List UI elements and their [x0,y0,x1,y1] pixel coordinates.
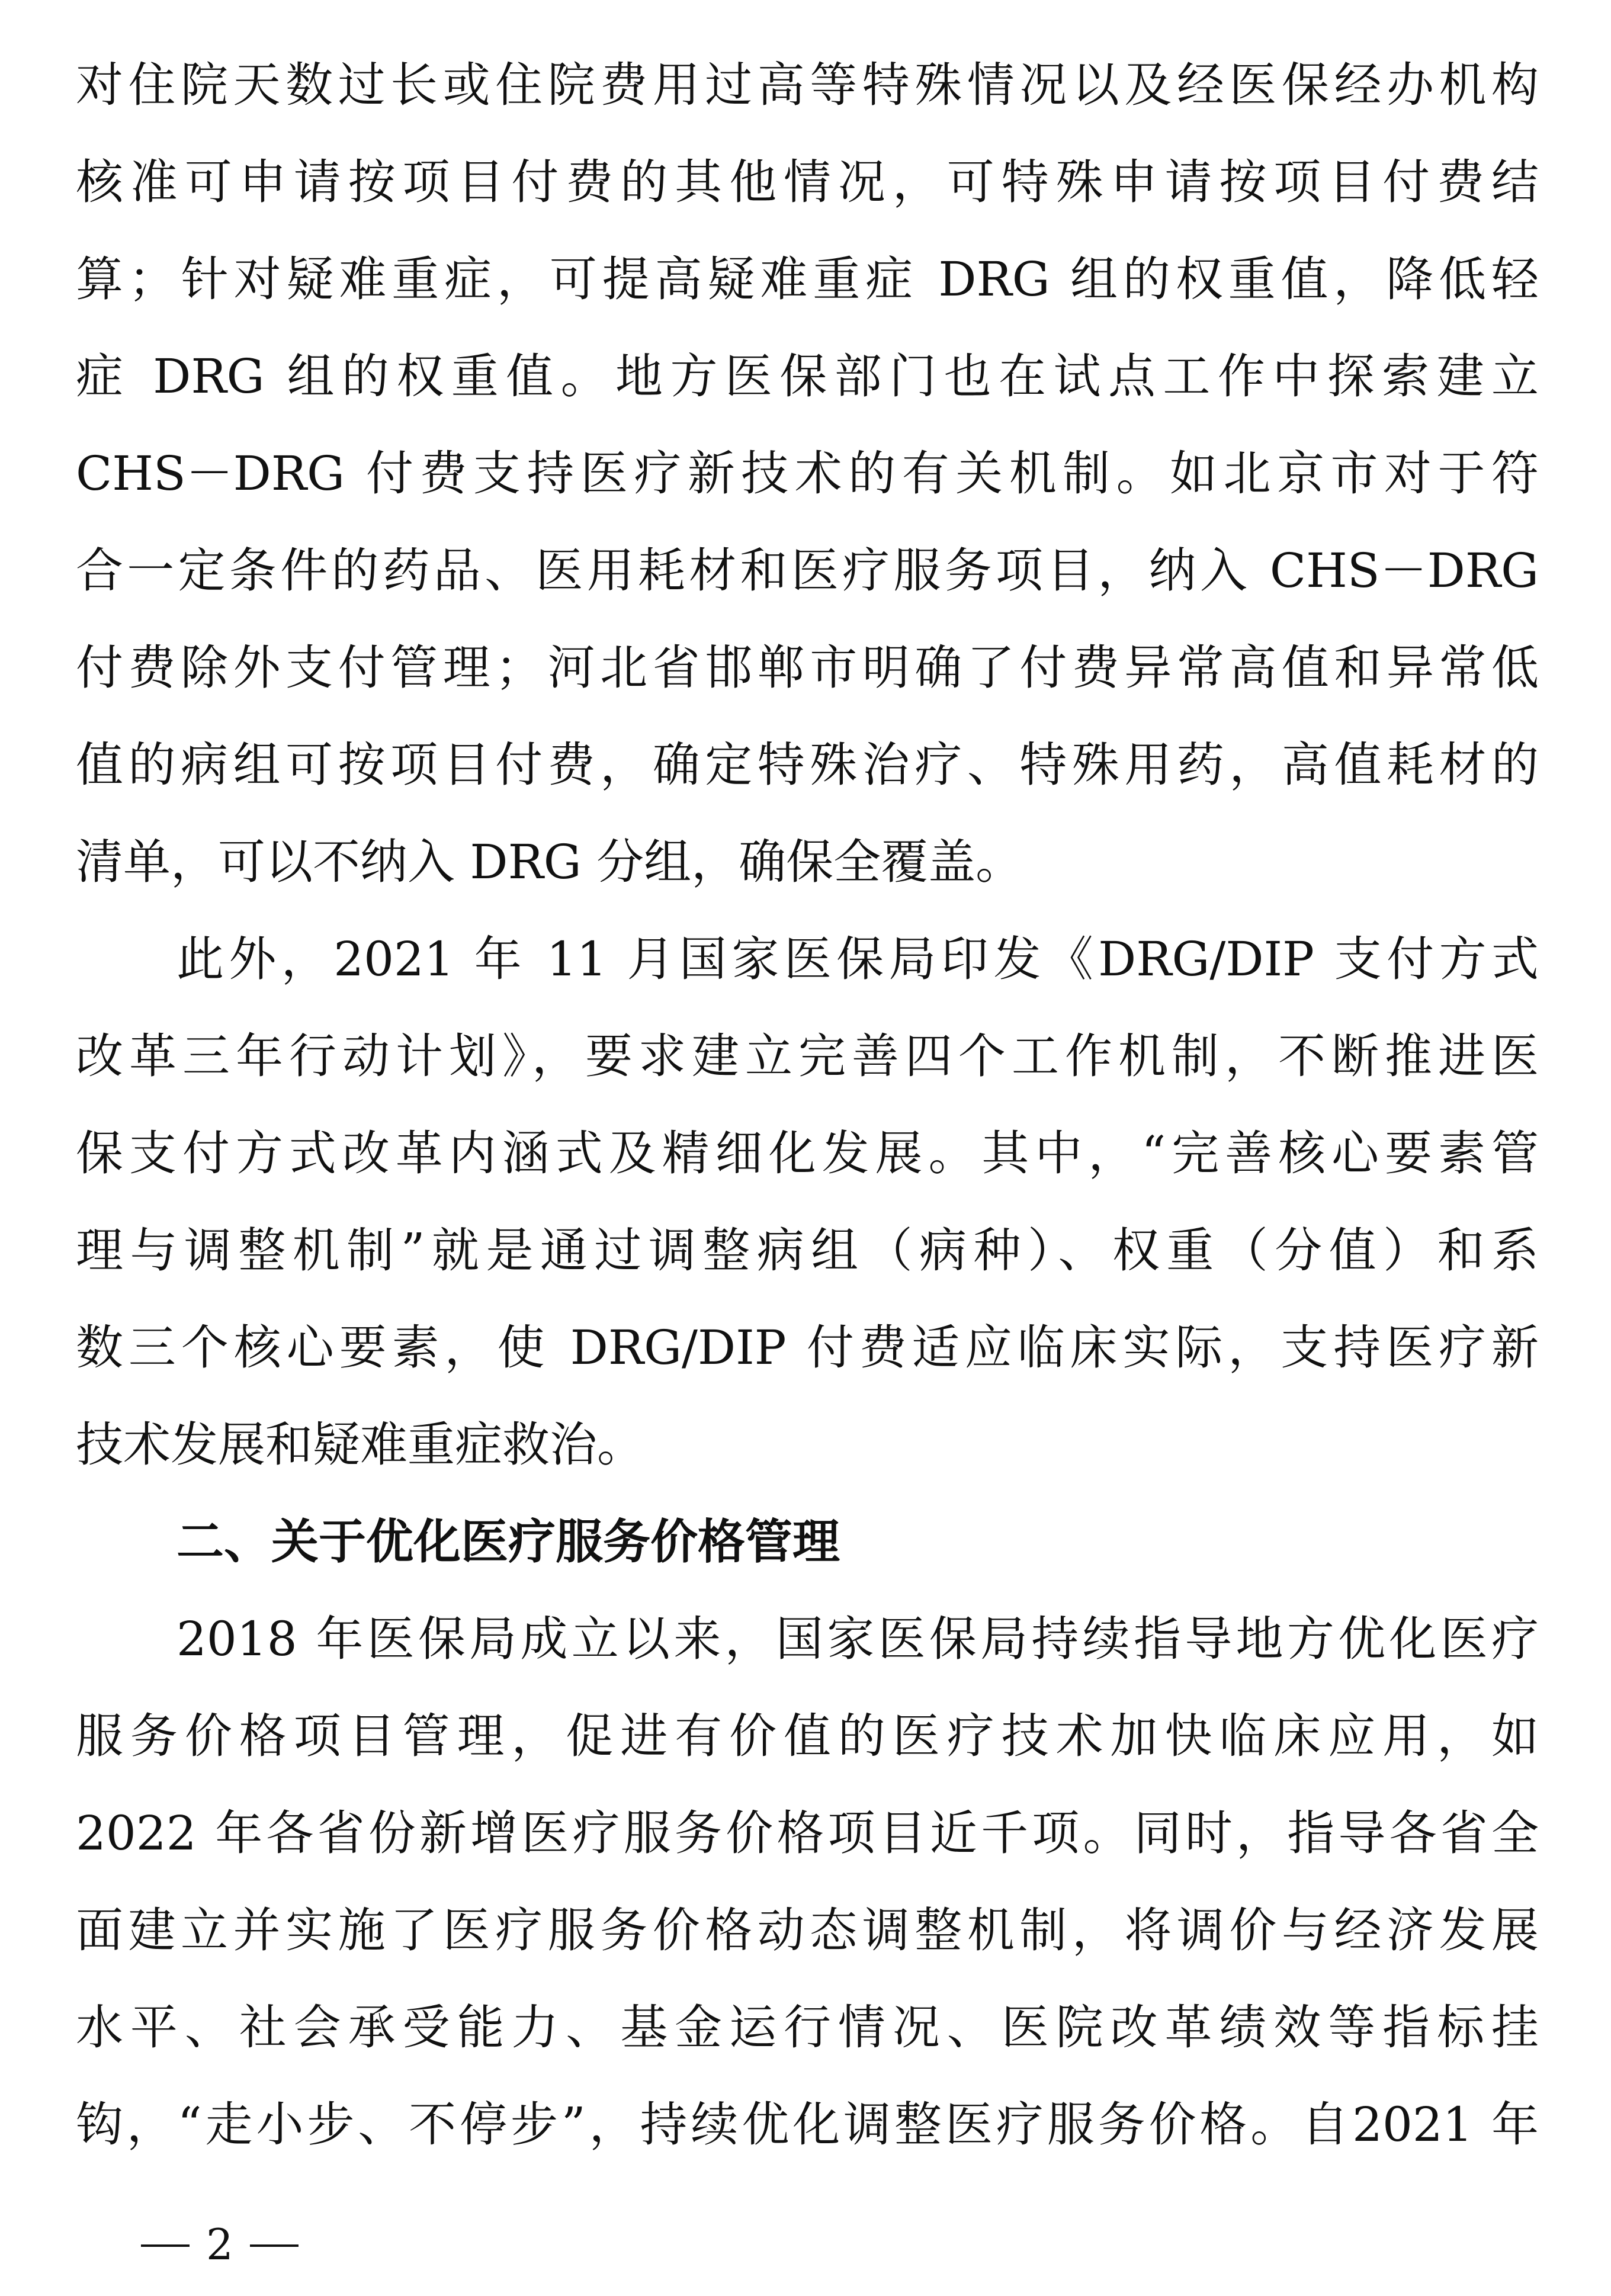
paragraph-3-line-1: 2018 年医保局成立以来，国家医保局持续指导地方优化医疗 [176,1611,1539,1666]
document-body [76,37,1539,2173]
paragraph-3-line-3: 2022 年各省份新增医疗服务价格项目近千项。同时，指导各省全 [76,1806,1539,1861]
paragraph-3-line-5: 水平、社会承受能力、基金运行情况、医院改革绩效等指标挂 [76,2000,1539,2055]
footer-dash-left [141,2244,190,2247]
paragraph-1-line-7: 付费除外支付管理；河北省邯郸市明确了付费异常高值和异常低 [76,640,1539,695]
paragraph-2-line-3: 保支付方式改革内涵式及精细化发展。其中，“完善核心要素管 [76,1126,1539,1181]
paragraph-3-line-2: 服务价格项目管理，促进有价值的医疗技术加快临床应用，如 [76,1709,1539,1764]
paragraph-1-line-2: 核准可申请按项目付费的其他情况，可特殊申请按项目付费结 [76,155,1539,210]
paragraph-1-line-6: 合一定条件的药品、医用耗材和医疗服务项目，纳入 CHS－DRG [76,543,1539,598]
paragraph-1-line-3: 算；针对疑难重症，可提高疑难重症 DRG 组的权重值，降低轻 [76,252,1539,307]
paragraph-2-line-6: 技术发展和疑难重症救治。 [76,1417,644,1472]
paragraph-2-line-2: 改革三年行动计划》，要求建立完善四个工作机制，不断推进医 [76,1029,1539,1084]
page-number: 2 [206,2220,233,2269]
paragraph-1-line-9: 清单，可以不纳入 DRG 分组，确保全覆盖。 [76,834,1023,890]
paragraph-1-line-8: 值的病组可按项目付费，确定特殊治疗、特殊用药，高值耗材的 [76,737,1539,792]
paragraph-2-line-1: 此外，2021 年 11 月国家医保局印发《DRG/DIP 支付方式 [176,932,1539,987]
page-footer [124,2218,315,2271]
footer-dash-right [250,2244,299,2247]
paragraph-1-line-4: 症 DRG 组的权重值。地方医保部门也在试点工作中探索建立 [76,349,1539,404]
paragraph-2-line-5: 数三个核心要素，使 DRG/DIP 付费适应临床实际，支持医疗新 [76,1320,1539,1375]
section-heading: 二、关于优化医疗服务价格管理 [176,1514,840,1569]
paragraph-1-line-1: 对住院天数过长或住院费用过高等特殊情况以及经医保经办机构 [76,57,1539,113]
paragraph-2-line-4: 理与调整机制”就是通过调整病组（病种）、权重（分值）和系 [76,1223,1539,1278]
paragraph-1-line-5: CHS－DRG 付费支持医疗新技术的有关机制。如北京市对于符 [76,446,1539,501]
paragraph-3-line-6: 钩，“走小步、不停步”，持续优化调整医疗服务价格。自2021 年 [76,2097,1539,2152]
paragraph-3-line-4: 面建立并实施了医疗服务价格动态调整机制，将调价与经济发展 [76,1903,1539,1958]
